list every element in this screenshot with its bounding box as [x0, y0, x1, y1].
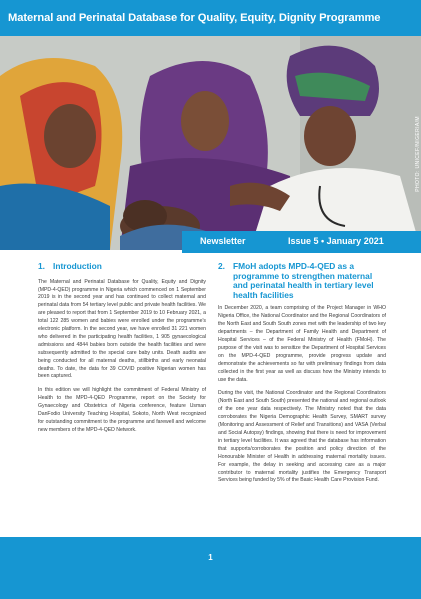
body-paragraph: In December 2020, a team comprising of the Project Manager in WHO Nigeria Office, the National Coordinator and the Regional Coordinators of the North East and South South zones met with the leadership of two key departments – the Department of Family Health and Department of Hospital Services – of the Federal Ministry of Health (FMoH). The purpose of the visit was to sensitize the Department of Hospital Services on the MPD-4-QED programme, provide progress update and demonstrate the achievements so far with preliminary findings from data collected in the first year as well as discuss how the Ministry intends to use the data. — [218, 305, 386, 383]
left-column — [38, 262, 206, 441]
issue-label: Issue 5 • January 2021 — [288, 236, 384, 246]
cover-photo — [0, 36, 421, 250]
body-paragraph: The Maternal and Perinatal Database for Quality, Equity and Dignity (MPD-4-QED) programme in Nigeria which commenced on 1 September 2019 is in the second year and has continued to collect maternal and perinatal data from 54 tertiary level public and private health facilities. We are pleased to report that from 1 September 2019 to 10 February 2021, a total 122 285 women and babies were enrolled under the programme's electronic platform. In the second year, we have enrolled 31 221 women who delivered in the participating health facilities, 1 905 gynaecological admissions and 4844 babies born outside the health facilities and were subsequently admitted to the special care baby units. Death audits are being conducted for all maternal deaths, stillbirths and early neonatal deaths. To date, the data for 39 COVID positive Nigerian women has been captured. — [38, 278, 206, 380]
section-heading-fmoh — [218, 262, 386, 300]
newsletter-label: Newsletter — [200, 236, 246, 246]
page-number: 1 — [208, 553, 213, 562]
right-column — [218, 262, 386, 491]
section-number: 2. — [218, 261, 225, 271]
footer-band — [0, 537, 421, 599]
section-heading-introduction — [38, 262, 206, 272]
section-number: 1. — [38, 261, 45, 271]
body-paragraph: During the visit, the National Coordinator and the Regional Coordinators (North East and South South) presented the national and regional outlook of the one year data respectively. The Ministry noted that the data corroborates the Nigeria Demographic Health Survey, SMART survey (Monitoring and Assessment of Relief and Transitions) and VASA (Verbal and Social Autopsy) findings, showing that there is need for improvement in tertiary level facilities. It was agreed that the database has information that supports/corroborates the position and policy direction of the Honourable Minister of Health in addressing maternal mortality issues. For example, the delay in seeking and accessing care as a major contributor to maternal mortality justifies the Emergency Transport Services being funded by 5% of the Basic Health Care Provision Fund. — [218, 390, 386, 484]
section-title: FMoH adopts MPD-4-QED as a programme to strengthen maternal and perinatal health in tertiary level health facilities — [233, 261, 374, 300]
section-title: Introduction — [53, 261, 102, 271]
body-paragraph: In this edition we will highlight the commitment of Federal Ministry of Health to the MPD-4-QED Programme, report on the Society for Gynaecology and Obstetrics of Nigeria conference, feature Usman DanFodio University Teaching Hospital, Sokoto, North West recognized for outstanding commitment to the programme and farewell and welcome new members of the MPD-4-QED Network. — [38, 387, 206, 433]
cover-photo-illustration — [0, 36, 421, 250]
photo-credit: PHOTO: UNICEF/NIGERIA/M — [415, 116, 421, 192]
document-title: Maternal and Perinatal Database for Quality, Equity, Dignity Programme — [8, 12, 381, 24]
